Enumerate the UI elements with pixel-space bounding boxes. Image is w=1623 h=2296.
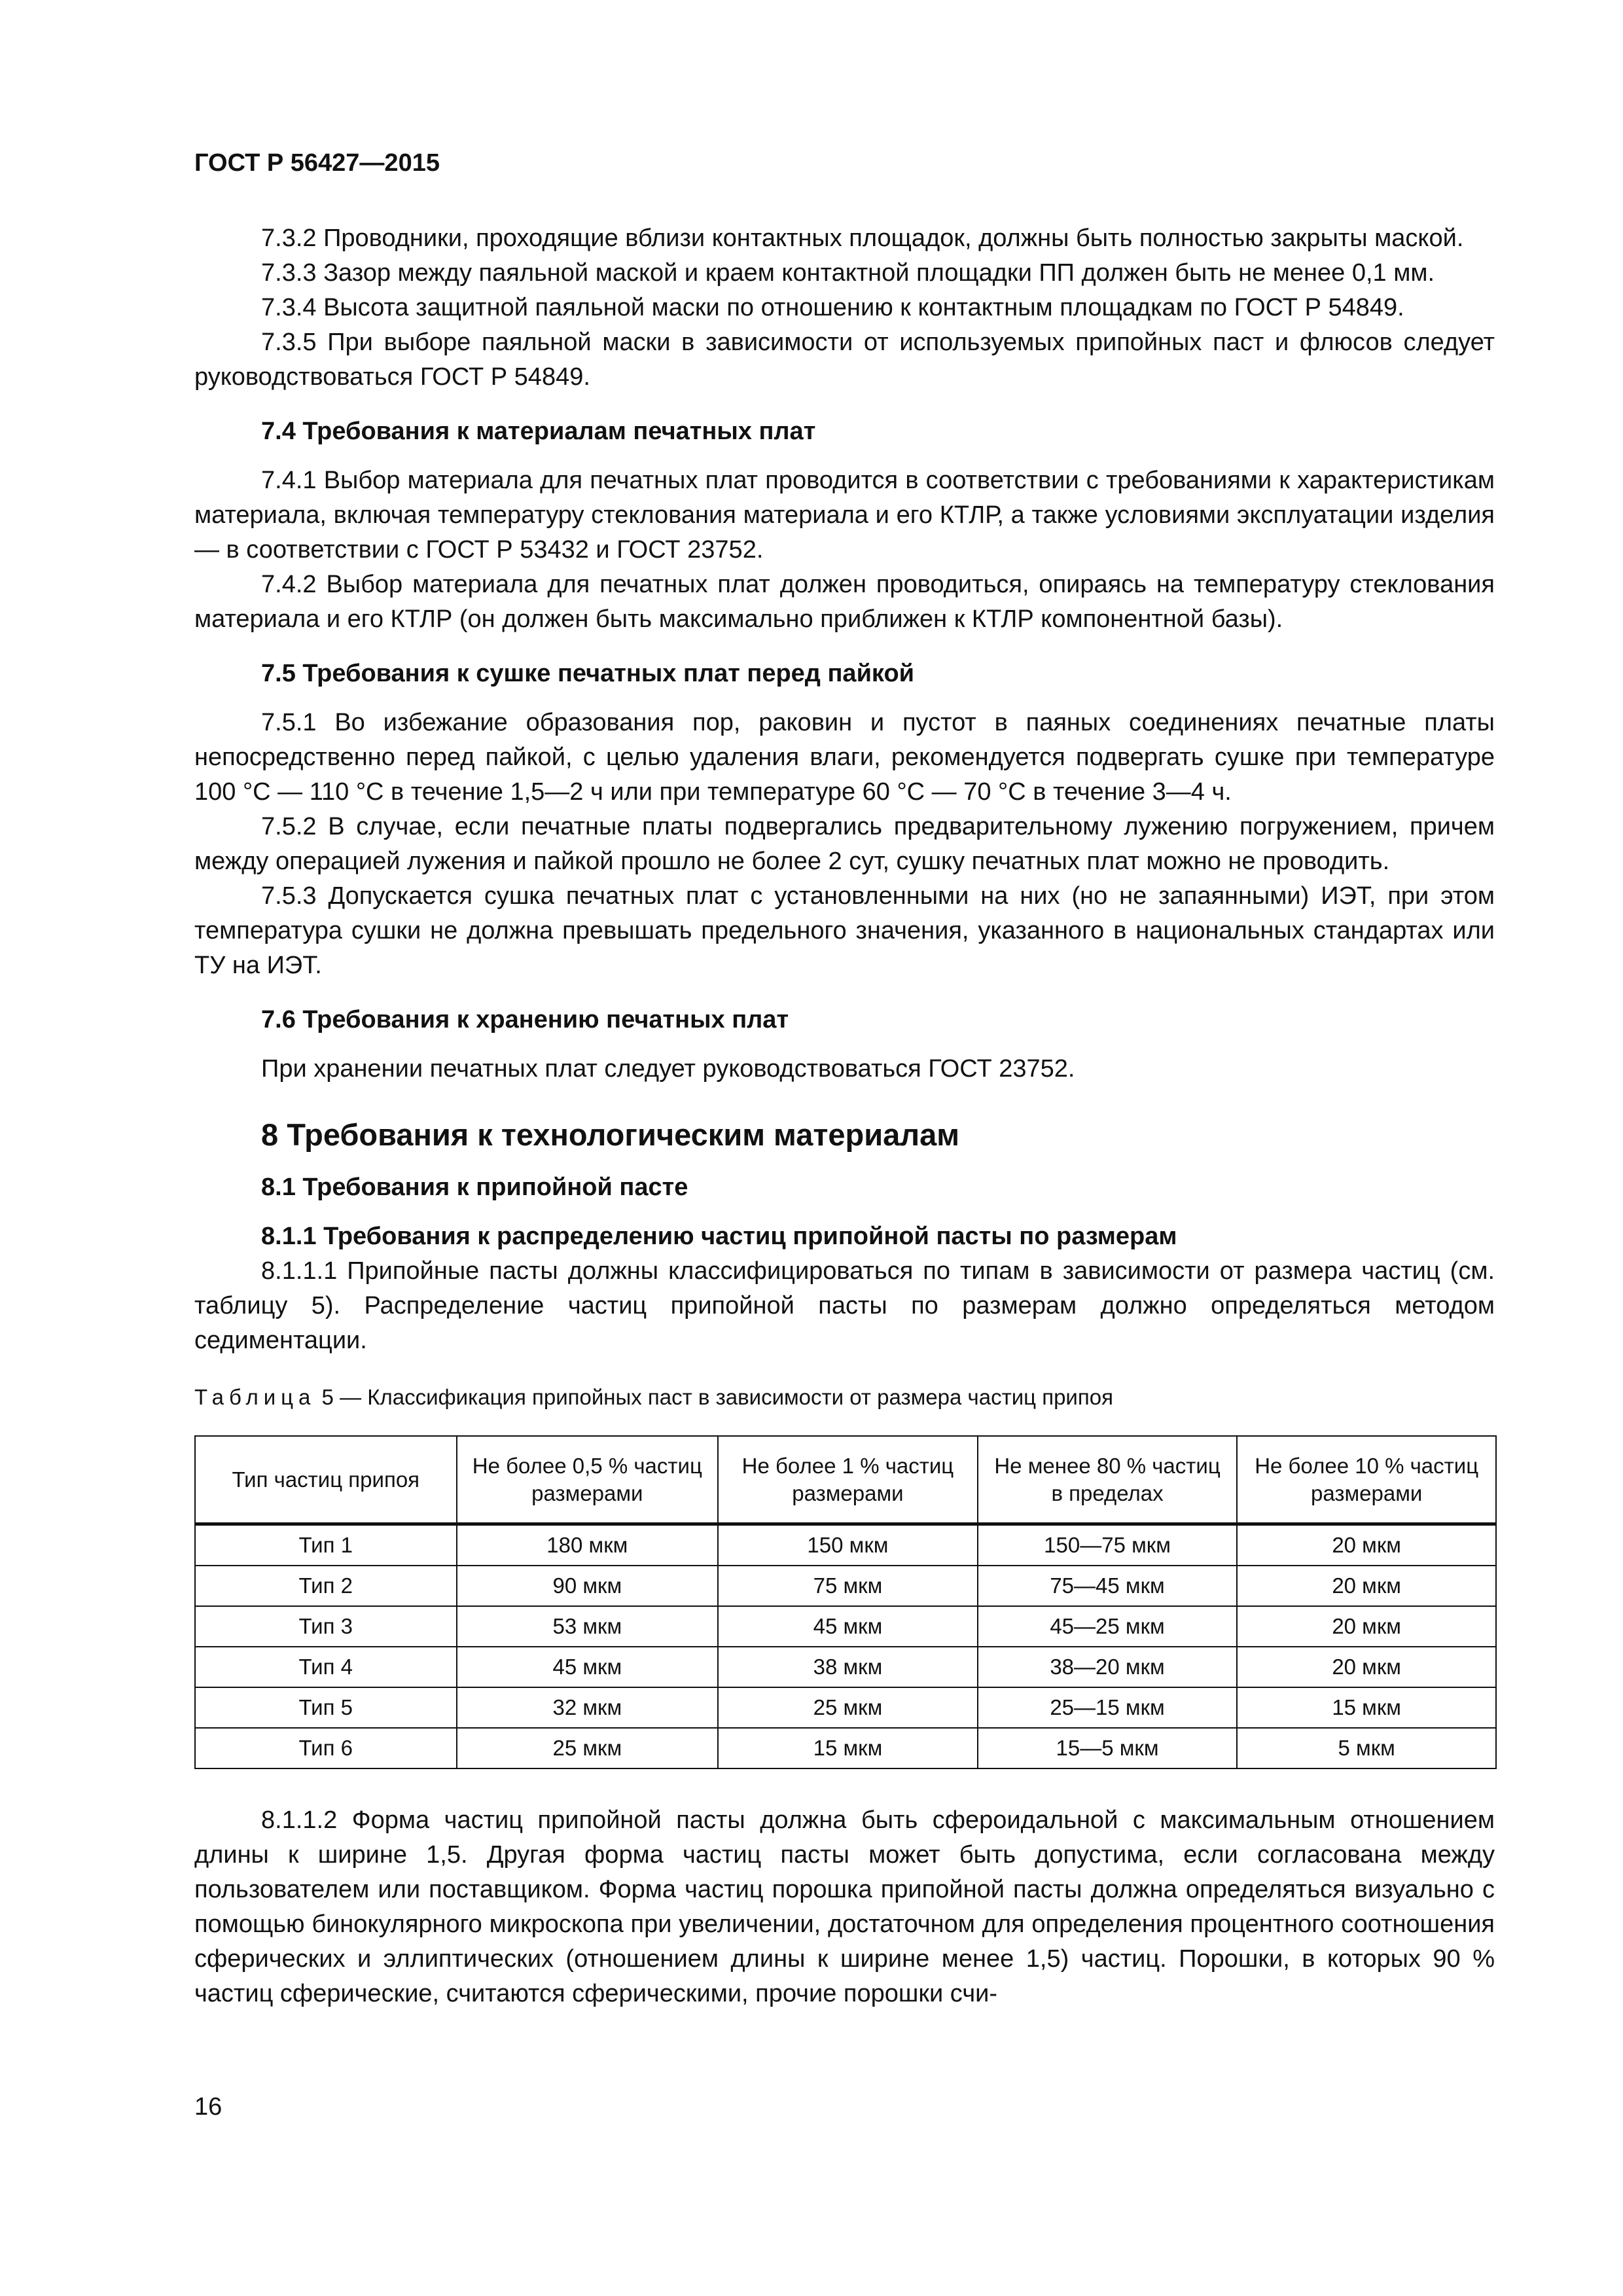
table-cell: Тип 6 bbox=[195, 1728, 457, 1768]
table-cell: 15 мкм bbox=[1237, 1687, 1496, 1728]
paragraph-7-5-3: 7.5.3 Допускается сушка печатных плат с установленными на них (но не запаянными) ИЭТ, при этом температура сушки не должна превышать предельного значения, указанного в национальных стандартах или ТУ на ИЭТ. bbox=[194, 882, 1495, 979]
table-cell: 25 мкм bbox=[457, 1728, 719, 1768]
table-row bbox=[195, 1566, 1496, 1606]
table-cell: 180 мкм bbox=[457, 1524, 719, 1566]
table-cell: 45 мкм bbox=[457, 1647, 719, 1687]
table-row bbox=[195, 1606, 1496, 1647]
table-cell: 20 мкм bbox=[1237, 1647, 1496, 1687]
table-cell: Тип 5 bbox=[195, 1687, 457, 1728]
table-cell: 75—45 мкм bbox=[978, 1566, 1238, 1606]
table-cell: Тип 4 bbox=[195, 1647, 457, 1687]
table-caption bbox=[194, 1382, 1495, 1413]
paragraph-8-1-1-2: 8.1.1.2 Форма частиц припойной пасты должна быть сфероидальной с максимальным отношением длины к ширине 1,5. Другая форма частиц пасты может быть допустима, если согласована между пользователем или поставщиком. Форма частиц порошка припойной пасты должна определяться визуально с помощью бинокулярного микроскопа при увеличении, достаточном для определения процентного соотношения сферических и эллиптических (отношением длины к ширине менее 1,5) частиц. Порошки, в которых 90 % частиц сферические, считаются сферическими, прочие порошки счи- bbox=[194, 1806, 1495, 2007]
heading-section-8: 8 Требования к технологическим материалам bbox=[261, 1117, 960, 1152]
paragraph-7-4-1: 7.4.1 Выбор материала для печатных плат проводится в соответствии с требованиями к характеристикам материала, включая температуру стеклования материала и его КТЛР, а также условиями эксплуатации изделия — в соответствии с ГОСТ Р 53432 и ГОСТ 23752. bbox=[194, 467, 1495, 564]
table-caption-text: 5 — Классификация припойных паст в зависимости от размера частиц припоя bbox=[315, 1385, 1113, 1409]
table-cell: 20 мкм bbox=[1237, 1566, 1496, 1606]
table-caption-label: Таблица bbox=[194, 1385, 316, 1409]
heading-7-5: 7.5 Требования к сушке печатных плат перед пайкой bbox=[261, 660, 915, 687]
table-header-cell: Не более 1 % частиц размерами bbox=[718, 1436, 978, 1524]
paragraph-8-1-1-1: 8.1.1.1 Припойные пасты должны классифицироваться по типам в зависимости от размера частиц (см. таблицу 5). Распределение частиц припойной пасты по размерам должно определяться методом седиментации. bbox=[194, 1257, 1495, 1354]
table-cell: Тип 2 bbox=[195, 1566, 457, 1606]
particle-size-table bbox=[194, 1435, 1497, 1769]
table-header-cell: Не более 0,5 % частиц размерами bbox=[457, 1436, 719, 1524]
table-row bbox=[195, 1687, 1496, 1728]
paragraph-7-3-3: 7.3.3 Зазор между паяльной маской и краем контактной площадки ПП должен быть не менее 0,1 мм. bbox=[261, 259, 1435, 287]
paragraph-7-5-2: 7.5.2 В случае, если печатные платы подвергались предварительному лужению погружением, причем между операцией лужения и пайкой прошло не более 2 сут, сушку печатных плат можно не проводить. bbox=[194, 813, 1495, 875]
paragraph-7-5-1: 7.5.1 Во избежание образования пор, раковин и пустот в паяных соединениях печатные платы непосредственно перед пайкой, с целью удаления влаги, рекомендуется подвергать сушке при температуре 100 °С — 110 °С в течение 1,5—2 ч или при температуре 60 °С — 70 °С в течение 3—4 ч. bbox=[194, 709, 1495, 806]
paragraph-7-3-2: 7.3.2 Проводники, проходящие вблизи контактных площадок, должны быть полностью закрыты маской. bbox=[261, 224, 1464, 252]
table-cell: 150 мкм bbox=[718, 1524, 978, 1566]
table-cell: 25—15 мкм bbox=[978, 1687, 1238, 1728]
table-cell: 150—75 мкм bbox=[978, 1524, 1238, 1566]
paragraph-7-3-5: 7.3.5 При выборе паяльной маски в зависимости от используемых припойных паст и флюсов следует руководствоваться ГОСТ Р 54849. bbox=[194, 329, 1495, 391]
document-header: ГОСТ Р 56427—2015 bbox=[194, 149, 440, 177]
table-header-cell: Не более 10 % частиц размерами bbox=[1237, 1436, 1496, 1524]
table-cell: 38—20 мкм bbox=[978, 1647, 1238, 1687]
table-cell: 15 мкм bbox=[718, 1728, 978, 1768]
table-cell: 20 мкм bbox=[1237, 1524, 1496, 1566]
table-row bbox=[195, 1647, 1496, 1687]
table-cell: 25 мкм bbox=[718, 1687, 978, 1728]
table-cell: 32 мкм bbox=[457, 1687, 719, 1728]
table-header-row bbox=[195, 1436, 1496, 1524]
table-cell: 75 мкм bbox=[718, 1566, 978, 1606]
table-header-cell: Не менее 80 % частиц в пределах bbox=[978, 1436, 1238, 1524]
table-cell: Тип 1 bbox=[195, 1524, 457, 1566]
heading-7-4: 7.4 Требования к материалам печатных плат bbox=[261, 418, 816, 445]
heading-7-6: 7.6 Требования к хранению печатных плат bbox=[261, 1006, 789, 1033]
table-cell: 15—5 мкм bbox=[978, 1728, 1238, 1768]
paragraph-7-4-2: 7.4.2 Выбор материала для печатных плат должен проводиться, опираясь на температуру стеклования материала и его КТЛР (он должен быть максимально приближен к КТЛР компонентной базы). bbox=[194, 571, 1495, 633]
table-cell: 45—25 мкм bbox=[978, 1606, 1238, 1647]
table-cell: 38 мкм bbox=[718, 1647, 978, 1687]
page-content bbox=[194, 221, 1495, 2011]
table-cell: 20 мкм bbox=[1237, 1606, 1496, 1647]
paragraph-7-6: При хранении печатных плат следует руководствоваться ГОСТ 23752. bbox=[261, 1055, 1075, 1083]
table-cell: 90 мкм bbox=[457, 1566, 719, 1606]
table-cell: 45 мкм bbox=[718, 1606, 978, 1647]
table-row bbox=[195, 1728, 1496, 1768]
table-cell: Тип 3 bbox=[195, 1606, 457, 1647]
table-cell: 53 мкм bbox=[457, 1606, 719, 1647]
table-row bbox=[195, 1524, 1496, 1566]
page-number: 16 bbox=[194, 2093, 223, 2121]
table-cell: 5 мкм bbox=[1237, 1728, 1496, 1768]
heading-8-1-1: 8.1.1 Требования к распределению частиц припойной пасты по размерам bbox=[261, 1223, 1177, 1250]
heading-8-1: 8.1 Требования к припойной пасте bbox=[261, 1174, 688, 1201]
table-header-cell: Тип частиц припоя bbox=[195, 1436, 457, 1524]
paragraph-7-3-4: 7.3.4 Высота защитной паяльной маски по отношению к контактным площадкам по ГОСТ Р 54849. bbox=[261, 294, 1404, 321]
